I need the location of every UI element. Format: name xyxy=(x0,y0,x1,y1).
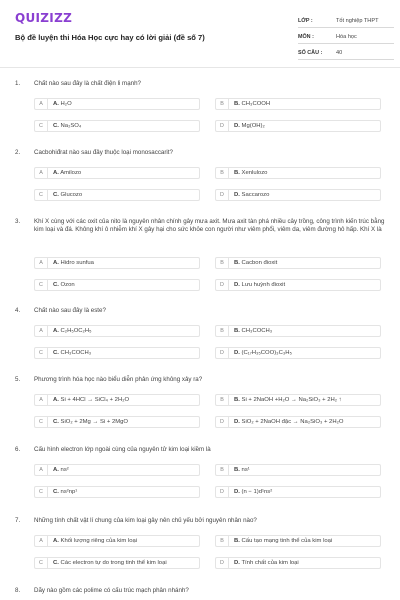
option-letter: B xyxy=(216,395,229,405)
option-letter: C xyxy=(35,417,48,427)
option-c[interactable] xyxy=(34,486,200,498)
option-letter: C xyxy=(35,121,48,131)
option-text: C. Na₂SO₄ xyxy=(53,123,82,129)
question-text: Chất nào sau đây là chất điện li mạnh? xyxy=(34,80,141,87)
option-d[interactable] xyxy=(215,416,381,428)
option-c[interactable] xyxy=(34,189,200,201)
option-d[interactable] xyxy=(215,486,381,498)
option-letter: D xyxy=(216,487,229,497)
option-letter: D xyxy=(216,280,229,290)
option-text: D. Saccarozo xyxy=(234,192,270,198)
option-text: A. Amilozo xyxy=(53,170,82,176)
option-c[interactable] xyxy=(34,120,200,132)
option-text: A. Si + 4HCl → SiCl₄ + 2H₂O xyxy=(53,397,130,403)
option-a[interactable] xyxy=(34,257,200,269)
option-letter: B xyxy=(216,536,229,546)
option-text: D. SiO₂ + 2NaOH đặc → Na₂SiO₃ + 2H₂O xyxy=(234,419,344,425)
meta-row-count xyxy=(298,44,394,60)
option-letter: A xyxy=(35,258,48,268)
option-d[interactable] xyxy=(215,279,381,291)
option-text: B. Cấu tạo mạng tinh thể của kim loại xyxy=(234,538,333,544)
question-number: 3. xyxy=(15,218,21,225)
meta-label: LỚP : xyxy=(298,18,313,24)
option-text: C. ns²np¹ xyxy=(53,489,78,495)
question-text: Dãy nào gồm các polime có cấu trúc mạch phân nhánh? xyxy=(34,587,189,594)
option-letter: B xyxy=(216,168,229,178)
option-d[interactable] xyxy=(215,347,381,359)
option-letter: C xyxy=(35,190,48,200)
option-letter: B xyxy=(216,326,229,336)
option-a[interactable] xyxy=(34,98,200,110)
option-text: C. Glucozo xyxy=(53,192,83,198)
option-text: C. Các electron tự do trong tinh thể kim loại xyxy=(53,560,167,566)
option-text: C. SiO₂ + 2Mg → Si + 2MgO xyxy=(53,419,128,425)
worksheet-header xyxy=(0,0,400,68)
option-text: A. H₂O xyxy=(53,101,72,107)
option-text: B. Si + 2NaOH +H₂O → Na₂SiO₃ + 2H₂ ↑ xyxy=(234,397,342,403)
option-text: B. CH₃COOH xyxy=(234,101,271,107)
option-text: B. ns¹ xyxy=(234,467,250,473)
option-b[interactable] xyxy=(215,257,381,269)
option-text: A. ns² xyxy=(53,467,69,473)
question-text: Khí X cùng với các oxit của nito là nguyên nhân chính gây mưa axit. Mưa axit tàn phá nhiều cây trồng, công trình kiến trúc bằng kim loại và đá. Không khí ô nhiễm khí X gây hại cho sức khỏe con người như viêm phổi, viêm da, viêm đường hô hấp. Khí X là xyxy=(34,218,385,234)
question-text: Cacbohiđrat nào sau đây thuộc loại monosaccarit? xyxy=(34,149,173,156)
question-text: Chất nào sau đây là este? xyxy=(34,307,106,314)
option-a[interactable] xyxy=(34,394,200,406)
option-c[interactable] xyxy=(34,416,200,428)
question-number: 4. xyxy=(15,307,21,314)
option-b[interactable] xyxy=(215,464,381,476)
option-d[interactable] xyxy=(215,189,381,201)
meta-value: Tốt nghiệp THPT xyxy=(336,18,379,24)
option-letter: B xyxy=(216,465,229,475)
question-number: 5. xyxy=(15,376,21,383)
option-text: A. C₂H₅OC₂H₅ xyxy=(53,328,92,334)
option-c[interactable] xyxy=(34,557,200,569)
option-letter: D xyxy=(216,558,229,568)
option-letter: B xyxy=(216,99,229,109)
option-letter: A xyxy=(35,395,48,405)
question-number: 1. xyxy=(15,80,21,87)
worksheet-meta xyxy=(298,12,394,60)
option-c[interactable] xyxy=(34,279,200,291)
meta-row-class xyxy=(298,12,394,28)
question-text: Cấu hình electron lớp ngoài cùng của nguyên tử kim loại kiềm là xyxy=(34,446,211,453)
option-letter: C xyxy=(35,348,48,358)
option-d[interactable] xyxy=(215,120,381,132)
option-b[interactable] xyxy=(215,167,381,179)
option-text: B. Cacbon đioxit xyxy=(234,260,278,266)
option-letter: D xyxy=(216,348,229,358)
option-text: D. (n − 1)d¹ns² xyxy=(234,489,273,495)
quizizz-logo: QUIZIZZ xyxy=(15,11,73,25)
option-letter: A xyxy=(35,465,48,475)
option-letter: A xyxy=(35,326,48,336)
option-letter: C xyxy=(35,558,48,568)
option-text: C. Ozon xyxy=(53,282,75,288)
question-number: 6. xyxy=(15,446,21,453)
option-letter: A xyxy=(35,536,48,546)
question-number: 2. xyxy=(15,149,21,156)
option-a[interactable] xyxy=(34,464,200,476)
option-letter: A xyxy=(35,99,48,109)
option-a[interactable] xyxy=(34,167,200,179)
option-a[interactable] xyxy=(34,535,200,547)
meta-value: Hóa học xyxy=(336,34,357,40)
option-text: D. Lưu huỳnh đioxit xyxy=(234,282,286,288)
option-letter: D xyxy=(216,121,229,131)
option-text: A. Khối lượng riêng của kim loại xyxy=(53,538,138,544)
option-text: A. Hidro sunfua xyxy=(53,260,94,266)
option-b[interactable] xyxy=(215,98,381,110)
worksheet-title: Bộ đề luyện thi Hóa Học cực hay có lời giải (đề số 7) xyxy=(15,33,205,42)
option-text: B. Xenlulozo xyxy=(234,170,268,176)
meta-row-subject xyxy=(298,28,394,44)
option-letter: B xyxy=(216,258,229,268)
option-letter: C xyxy=(35,487,48,497)
question-number: 8. xyxy=(15,587,21,594)
option-b[interactable] xyxy=(215,325,381,337)
question-number: 7. xyxy=(15,517,21,524)
option-text: B. CH₃COCH₃ xyxy=(234,328,273,334)
option-text: D. Tính chất của kim loại xyxy=(234,560,299,566)
option-b[interactable] xyxy=(215,535,381,547)
option-letter: A xyxy=(35,168,48,178)
option-letter: C xyxy=(35,280,48,290)
option-text: D. Mg(OH)₂ xyxy=(234,123,265,129)
option-b[interactable] xyxy=(215,394,381,406)
option-text: D. (C₁₇H₃₅COO)₃C₃H₅ xyxy=(234,350,292,356)
option-d[interactable] xyxy=(215,557,381,569)
option-text: C. CH₃COCH₃ xyxy=(53,350,92,356)
option-a[interactable] xyxy=(34,325,200,337)
meta-value: 40 xyxy=(336,50,343,56)
meta-label: MÔN : xyxy=(298,34,314,40)
question-text: Những tính chất vật lí chung của kim loại gây nên chủ yếu bởi nguyên nhân nào? xyxy=(34,517,257,524)
option-c[interactable] xyxy=(34,347,200,359)
option-letter: D xyxy=(216,190,229,200)
question-text: Phương trình hóa học nào biểu diễn phản ứng không xảy ra? xyxy=(34,376,203,383)
option-letter: D xyxy=(216,417,229,427)
meta-label: SỐ CÂU : xyxy=(298,50,323,56)
